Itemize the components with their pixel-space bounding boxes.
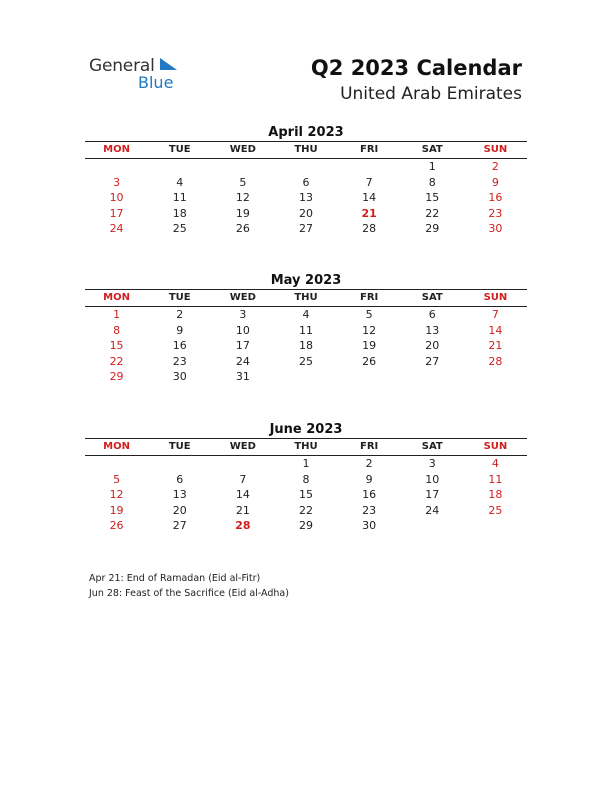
day-cell: 5 — [239, 175, 247, 189]
day-cell: 29 — [425, 222, 440, 236]
holiday-day-cell: 21 — [361, 206, 377, 220]
day-cell: 14 — [235, 488, 250, 502]
day-cell: 22 — [425, 206, 440, 220]
page-title: Q2 2023 Calendar — [310, 56, 522, 80]
week-row — [85, 503, 527, 519]
week-row — [85, 159, 527, 175]
day-cell: 1 — [428, 160, 436, 173]
day-cell: 16 — [172, 339, 187, 353]
day-cell: 20 — [425, 339, 440, 353]
week-row — [85, 354, 527, 370]
day-cell: 19 — [109, 503, 124, 517]
day-cell: 18 — [298, 339, 313, 353]
day-cell: 29 — [109, 370, 124, 384]
day-cell: 2 — [491, 160, 499, 173]
week-row — [85, 307, 527, 323]
day-cell: 24 — [109, 222, 124, 236]
day-cell: 23 — [362, 503, 377, 517]
day-cell: 14 — [362, 191, 377, 205]
day-cell: 6 — [302, 175, 310, 189]
day-cell: 21 — [235, 503, 250, 517]
week-row — [85, 206, 527, 222]
weekday-label: MON — [103, 144, 130, 155]
day-cell — [274, 369, 337, 385]
weekday-label: MON — [103, 441, 130, 452]
month-may — [85, 272, 527, 385]
day-cell — [401, 518, 464, 534]
day-cell: 22 — [109, 354, 124, 368]
day-cell: 3 — [239, 308, 247, 321]
weekday-header-row — [85, 438, 527, 456]
weekday-label: WED — [229, 144, 256, 155]
holiday-note: Jun 28: Feast of the Sacrifice (Eid al-Adha) — [89, 588, 289, 599]
day-cell: 18 — [488, 488, 503, 502]
day-cell: 29 — [298, 519, 313, 533]
day-cell — [464, 369, 527, 385]
weekday-header-row — [85, 289, 527, 307]
week-row — [85, 518, 527, 534]
day-cell: 16 — [488, 191, 503, 205]
day-cell: 12 — [235, 191, 250, 205]
month-title: April 2023 — [268, 125, 344, 140]
day-cell: 25 — [298, 354, 313, 368]
day-cell: 30 — [172, 370, 187, 384]
day-cell — [211, 159, 274, 175]
weekday-label: THU — [294, 144, 318, 155]
day-cell — [148, 159, 211, 175]
day-cell — [401, 369, 464, 385]
day-cell: 28 — [362, 222, 377, 236]
day-cell: 6 — [428, 308, 436, 321]
holiday-day-cell: 28 — [235, 519, 251, 533]
day-cell — [85, 456, 148, 472]
month-title: May 2023 — [270, 273, 342, 288]
day-cell: 25 — [488, 503, 503, 517]
day-cell: 3 — [113, 175, 121, 189]
week-row — [85, 190, 527, 206]
day-cell: 8 — [302, 472, 310, 486]
day-cell: 20 — [298, 206, 313, 220]
weekday-label: SUN — [483, 441, 508, 452]
day-cell: 30 — [362, 519, 377, 533]
day-cell: 27 — [298, 222, 313, 236]
weekday-label: THU — [294, 292, 318, 303]
day-cell: 1 — [302, 457, 310, 470]
day-cell: 10 — [235, 323, 250, 337]
holiday-note: Apr 21: End of Ramadan (Eid al-Fitr) — [89, 573, 261, 584]
day-cell: 20 — [172, 503, 187, 517]
day-cell — [338, 369, 401, 385]
day-cell: 17 — [425, 488, 440, 502]
day-cell: 21 — [488, 339, 503, 353]
day-cell: 7 — [491, 308, 499, 321]
day-cell: 4 — [491, 457, 499, 470]
day-cell: 8 — [113, 323, 121, 337]
day-cell: 15 — [109, 339, 124, 353]
day-cell — [148, 456, 211, 472]
day-cell: 22 — [298, 503, 313, 517]
day-cell: 13 — [298, 191, 313, 205]
day-cell: 12 — [362, 323, 377, 337]
day-cell: 15 — [298, 488, 313, 502]
day-cell: 7 — [365, 175, 373, 189]
day-cell: 15 — [425, 191, 440, 205]
day-cell: 23 — [488, 206, 503, 220]
day-cell: 4 — [176, 175, 184, 189]
day-cell: 13 — [172, 488, 187, 502]
day-cell: 16 — [362, 488, 377, 502]
day-cell: 26 — [235, 222, 250, 236]
logo-general-text: General — [89, 56, 155, 76]
day-cell: 17 — [235, 339, 250, 353]
weekday-label: FRI — [360, 292, 379, 303]
weekday-label: SUN — [483, 144, 508, 155]
day-cell: 1 — [113, 308, 121, 321]
generalblue-logo — [89, 56, 189, 92]
week-row — [85, 472, 527, 488]
weekday-header-row — [85, 141, 527, 159]
day-cell: 10 — [425, 472, 440, 486]
day-cell: 11 — [172, 191, 187, 205]
day-cell: 13 — [425, 323, 440, 337]
holiday-notes — [89, 571, 289, 601]
logo-triangle-icon — [160, 58, 177, 70]
week-row — [85, 323, 527, 339]
day-cell — [464, 518, 527, 534]
day-cell: 10 — [109, 191, 124, 205]
page-subtitle: United Arab Emirates — [340, 84, 522, 104]
week-row — [85, 338, 527, 354]
month-april — [85, 124, 527, 237]
day-cell: 19 — [235, 206, 250, 220]
weekday-label: SAT — [421, 292, 443, 303]
day-cell: 9 — [176, 323, 184, 337]
day-cell: 25 — [172, 222, 187, 236]
weekday-label: FRI — [360, 441, 379, 452]
day-cell: 28 — [488, 354, 503, 368]
day-cell — [85, 159, 148, 175]
weekday-label: THU — [294, 441, 318, 452]
week-row — [85, 487, 527, 503]
weekday-label: SAT — [421, 441, 443, 452]
day-cell: 11 — [298, 323, 313, 337]
weekday-label: TUE — [168, 292, 191, 303]
day-cell: 8 — [428, 175, 436, 189]
day-cell: 27 — [172, 519, 187, 533]
day-cell: 5 — [365, 308, 373, 321]
weekday-label: MON — [103, 292, 130, 303]
day-cell: 23 — [172, 354, 187, 368]
day-cell: 24 — [425, 503, 440, 517]
day-cell: 18 — [172, 206, 187, 220]
weekday-label: WED — [229, 292, 256, 303]
month-june — [85, 421, 527, 534]
weekday-label: SUN — [483, 292, 508, 303]
month-title: June 2023 — [269, 422, 343, 437]
day-cell: 26 — [362, 354, 377, 368]
week-row — [85, 369, 527, 385]
logo-blue-text: Blue — [138, 73, 174, 92]
day-cell: 3 — [428, 457, 436, 470]
day-cell: 27 — [425, 354, 440, 368]
day-cell: 7 — [239, 472, 247, 486]
day-cell: 9 — [491, 175, 499, 189]
weekday-label: TUE — [168, 441, 191, 452]
weekday-label: WED — [229, 441, 256, 452]
day-cell: 12 — [109, 488, 124, 502]
day-cell: 17 — [109, 206, 124, 220]
day-cell: 26 — [109, 519, 124, 533]
weekday-label: TUE — [168, 144, 191, 155]
week-row — [85, 175, 527, 191]
day-cell: 2 — [176, 308, 184, 321]
day-cell — [338, 159, 401, 175]
day-cell: 31 — [235, 370, 250, 384]
weekday-label: SAT — [421, 144, 443, 155]
day-cell: 11 — [488, 472, 503, 486]
day-cell: 4 — [302, 308, 310, 321]
day-cell — [211, 456, 274, 472]
day-cell: 19 — [362, 339, 377, 353]
day-cell: 5 — [113, 472, 121, 486]
week-row — [85, 456, 527, 472]
day-cell: 6 — [176, 472, 184, 486]
weekday-label: FRI — [360, 144, 379, 155]
day-cell: 9 — [365, 472, 373, 486]
day-cell — [274, 159, 337, 175]
day-cell: 24 — [235, 354, 250, 368]
day-cell: 30 — [488, 222, 503, 236]
week-row — [85, 221, 527, 237]
day-cell: 14 — [488, 323, 503, 337]
day-cell: 2 — [365, 457, 373, 470]
